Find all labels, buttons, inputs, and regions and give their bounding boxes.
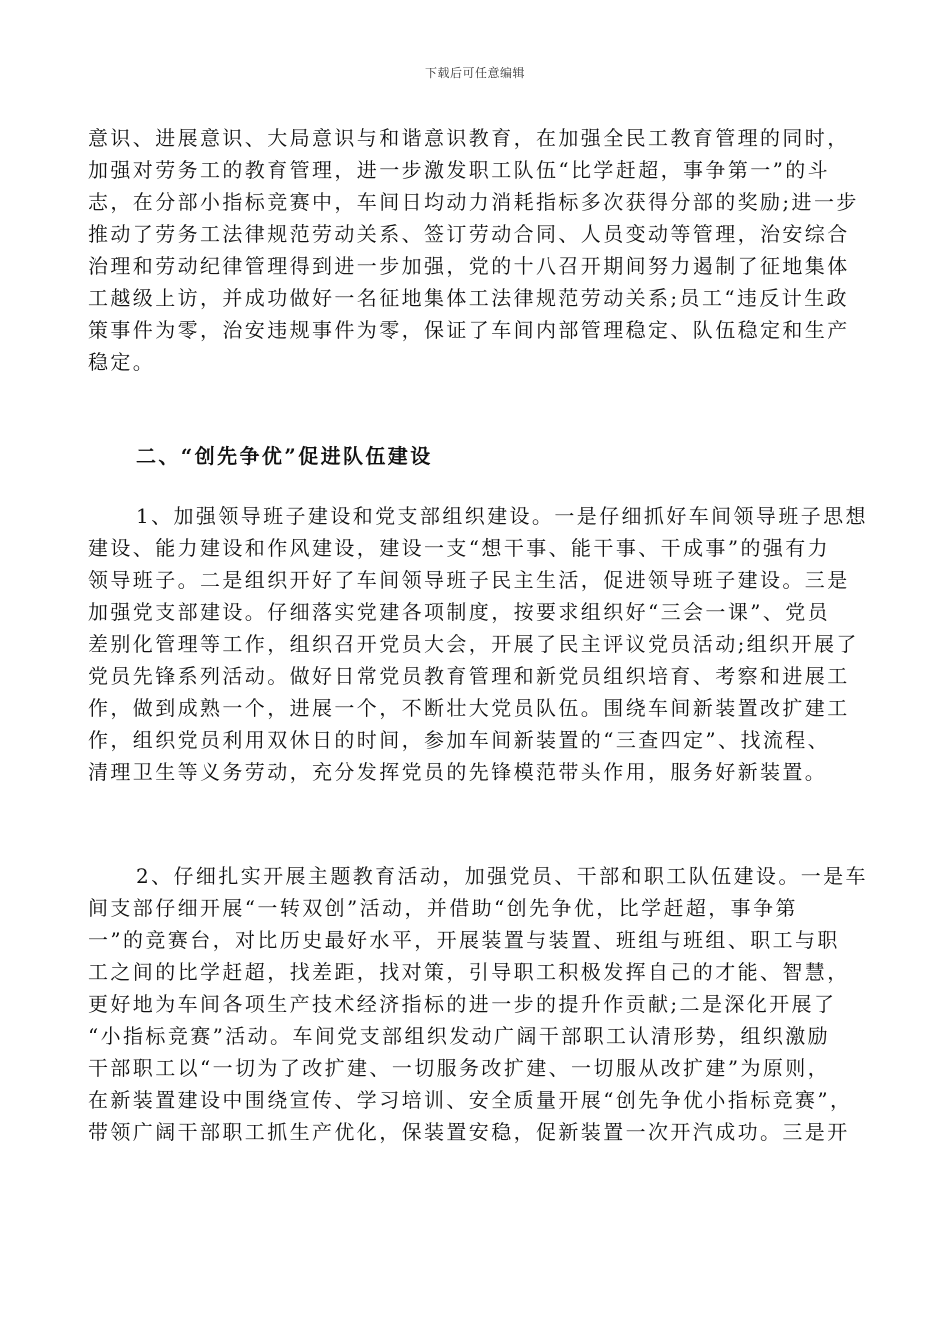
text-line: 更好地为车间各项生产技术经济指标的进一步的提升作贡献;二是深化开展了 (88, 992, 837, 1016)
page-header: 下载后可任意编辑 (424, 66, 525, 80)
text-line: 在新装置建设中围绕宣传、学习培训、安全质量开展“创先争优小指标竞赛”， (88, 1088, 853, 1112)
text-line: 工越级上访，并成功做好一名征地集体工法律规范劳动关系;员工“违反计生政 (88, 286, 849, 310)
intro-paragraph (88, 122, 860, 378)
text-line: 志，在分部小指标竞赛中，车间日均动力消耗指标多次获得分部的奖励;进一步 (88, 190, 859, 214)
text-line: 加强党支部建设。仔细落实党建各项制度，按要求组织好“三会一课”、党员 (88, 600, 831, 624)
text-line: 带领广阔干部职工抓生产优化，保装置安稳，促新装置一次开汽成功。三是开 (88, 1120, 850, 1144)
text-line: 工之间的比学赶超，找差距，找对策，引导职工积极发挥自己的才能、智慧， (88, 960, 850, 984)
text-line: 治理和劳动纪律管理得到进一步加强，党的十八召开期间努力遏制了征地集体 (88, 254, 850, 278)
text-line: 推动了劳务工法律规范劳动关系、签订劳动合同、人员变动等管理，治安综合 (88, 222, 850, 246)
text-line: 清理卫生等义务劳动，充分发挥党员的先锋模范带头作用，服务好新装置。 (88, 760, 828, 784)
paragraph-1 (88, 500, 868, 788)
text-line: 2、仔细扎实开展主题教育活动，加强党员、干部和职工队伍建设。一是车 (136, 864, 868, 888)
text-line: 建设、能力建设和作风建设，建设一支“想干事、能干事、干成事”的强有力 (88, 536, 831, 560)
text-line: 差别化管理等工作，组织召开党员大会，开展了民主评议党员活动;组织开展了 (88, 632, 859, 656)
text-line: 稳定。 (88, 350, 156, 374)
text-line: 意识、进展意识、大局意识与和谐意识教育，在加强全民工教育管理的同时， (88, 126, 850, 150)
text-line: 领导班子。二是组织开好了车间领导班子民主生活，促进领导班子建设。三是 (88, 568, 850, 592)
text-line: 作，做到成熟一个，进展一个，不断壮大党员队伍。围绕车间新装置改扩建工 (88, 696, 850, 720)
paragraph-2 (88, 860, 868, 1148)
text-line: 间支部仔细开展“一转双创”活动，并借助“创先争优，比学赶超，事争第 (88, 896, 798, 920)
text-line: 干部职工以“一切为了改扩建、一切服务改扩建、一切服从改扩建”为原则， (88, 1056, 831, 1080)
section-heading: 二、“创先争优”促进队伍建设 (136, 444, 433, 468)
text-line: “小指标竞赛”活动。车间党支部组织发动广阔干部职工认清形势，组织激励 (88, 1024, 831, 1048)
text-line: 党员先锋系列活动。做好日常党员教育管理和新党员组织培育、考察和进展工 (88, 664, 850, 688)
text-line: 1、加强领导班子建设和党支部组织建设。一是仔细抓好车间领导班子思想 (136, 504, 868, 528)
text-line: 一”的竞赛台，对比历史最好水平，开展装置与装置、班组与班组、职工与职 (88, 928, 840, 952)
text-line: 加强对劳务工的教育管理，进一步激发职工队伍“比学赶超，事争第一”的斗 (88, 158, 831, 182)
text-line: 策事件为零，治安违规事件为零，保证了车间内部管理稳定、队伍稳定和生产 (88, 318, 850, 342)
text-line: 作，组织党员利用双休日的时间，参加车间新装置的“三查四定”、找流程、 (88, 728, 831, 752)
